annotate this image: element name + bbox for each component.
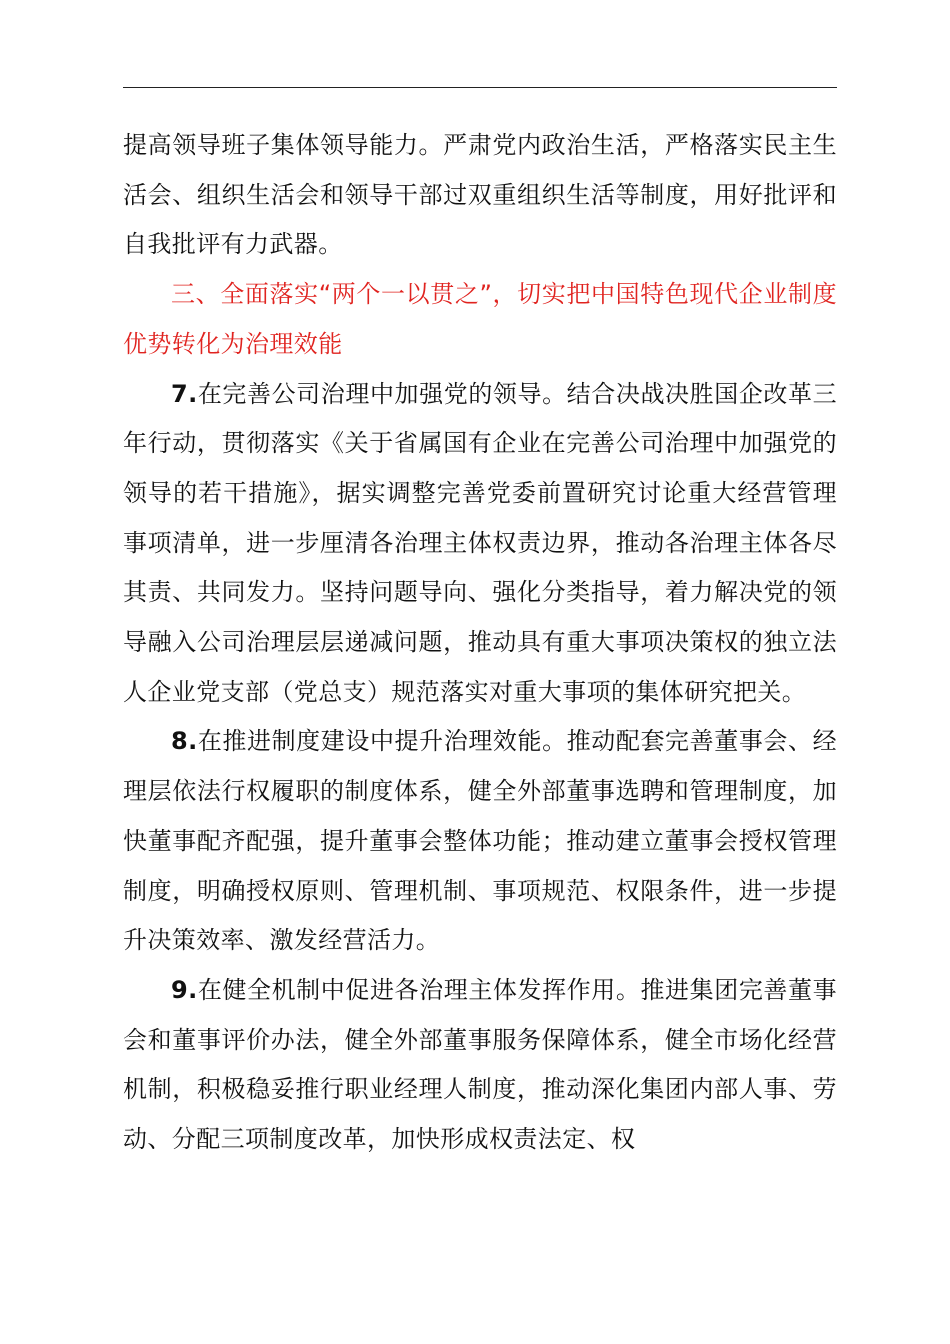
item-9-paragraph [123, 966, 837, 1165]
item-8-number: 8. [171, 727, 198, 756]
document-body [123, 121, 837, 1165]
item-9-number: 9. [171, 975, 198, 1004]
item-8-paragraph [123, 717, 837, 966]
item-7-number: 7. [171, 379, 198, 408]
item-7-paragraph [123, 370, 837, 718]
continuation-paragraph: 提高领导班子集体领导能力。严肃党内政治生活，严格落实民主生活会、组织生活会和领导干部过双重组织生活等制度，用好批评和自我批评有力武器。 [123, 131, 837, 259]
section-heading: 三、全面落实“两个一以贯之”，切实把中国特色现代企业制度优势转化为治理效能 [123, 280, 837, 358]
header-rule [123, 87, 837, 88]
item-7-text: 在完善公司治理中加强党的领导。结合决战决胜国企改革三年行动，贯彻落实《关于省属国有企业在完善公司治理中加强党的领导的若干措施》，据实调整完善党委前置研究讨论重大经营管理事项清单，进一步厘清各治理主体权责边界，推动各治理主体各尽其责、共同发力。坚持问题导向、强化分类指导，着力解决党的领导融入公司治理层层递减问题，推动具有重大事项决策权的独立法人企业党支部（党总支）规范落实对重大事项的集体研究把关。 [123, 379, 837, 706]
item-8-text: 在推进制度建设中提升治理效能。推动配套完善董事会、经理层依法行权履职的制度体系，健全外部董事选聘和管理制度，加快董事配齐配强，提升董事会整体功能；推动建立董事会授权管理制度，明确授权原则、管理机制、事项规范、权限条件，进一步提升决策效率、激发经营活力。 [123, 727, 837, 955]
item-9-text: 在健全机制中促进各治理主体发挥作用。推进集团完善董事会和董事评价办法，健全外部董事服务保障体系，健全市场化经营机制，积极稳妥推行职业经理人制度，推动深化集团内部人事、劳动、分配三项制度改革，加快形成权责法定、权 [123, 975, 837, 1154]
